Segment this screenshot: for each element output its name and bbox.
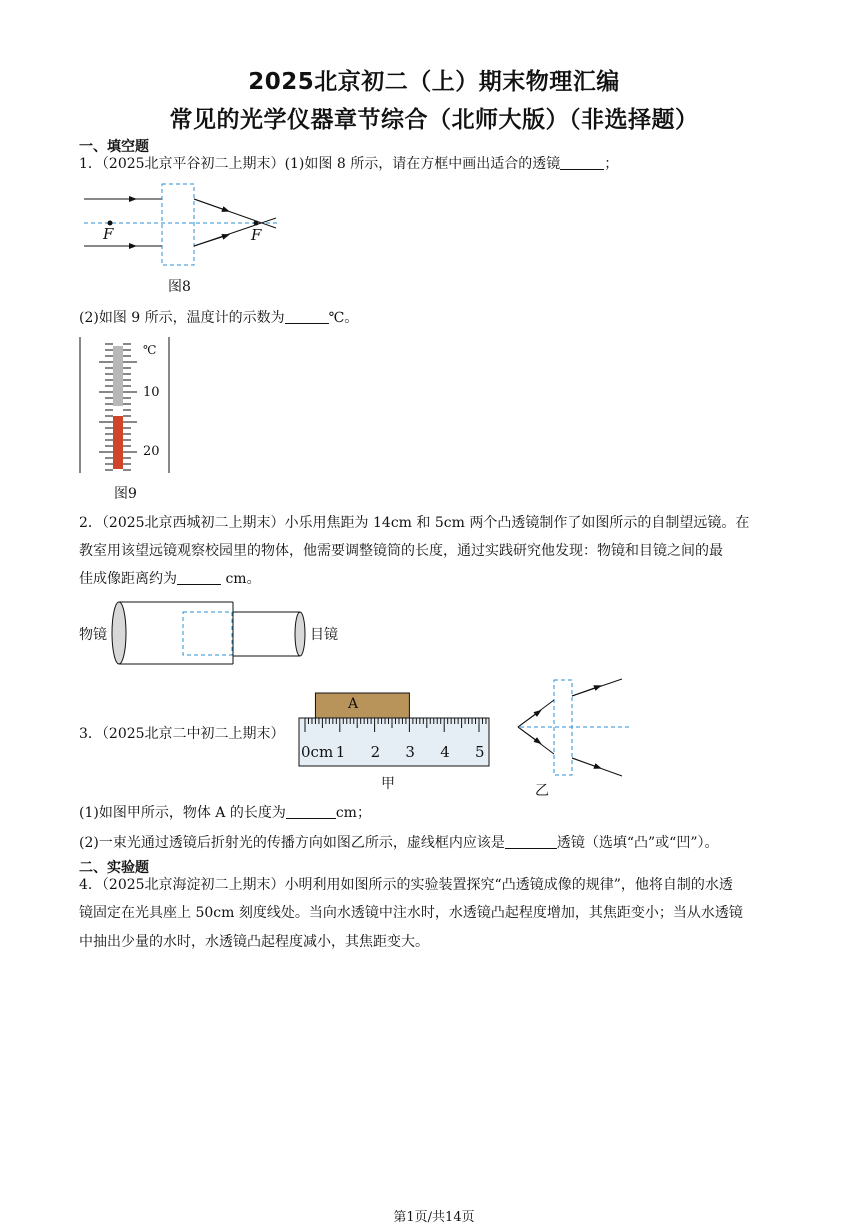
figure-9-caption: 图9 [114,486,137,502]
answer-blank[interactable] [286,802,336,819]
q3-part1 [79,799,791,827]
q3-part2-text: (2)一束光通过透镜后折射光的传播方向如图乙所示，虚线框内应该是 [79,835,505,851]
q1-part1-end: ； [604,156,619,172]
page-subtitle: 常见的光学仪器章节综合（北师大版）（非选择题） [169,107,699,133]
caption-jia: 甲 [381,776,395,792]
q1-part2-end: ℃。 [328,310,359,326]
q2-number: 2． [79,515,102,531]
focal-label-left: F [103,225,114,243]
q4-line1 [79,871,791,899]
ruler-label: 2 [370,743,381,761]
ruler-label: 4 [440,743,450,761]
thermometer-label-20: 20 [143,444,160,459]
section-heading-experiment: 二、实验题 [79,860,149,876]
q2-source: （2025北京西城初二上期末） [101,515,285,531]
thermometer-label-10: 10 [143,385,160,400]
ruler-label: 5 [475,743,485,761]
thermometer-unit: ℃ [143,343,157,357]
label-objective: 物镜 [79,627,107,643]
q3-source: （2025北京二中初二上期末） [101,726,285,742]
focal-label-right: F [251,226,262,244]
q4-text-1: 小明利用如图所示的实验装置探究“凸透镜成像的规律”，他将自制的水透 [284,877,733,893]
q2-text-1: 小乐用焦距为 14cm 和 5cm 两个凸透镜制作了如图所示的自制望远镜。在 [284,515,750,531]
q2-line2: 教室用该望远镜观察校园里的物体，他需要调整镜筒的长度，通过实践研究他发现：物镜和目镜之间的最 [79,543,723,559]
q2-text-3-end: cm。 [221,571,261,587]
section-heading-fill-in: 一、填空题 [79,139,149,155]
caption-yi: 乙 [535,783,549,799]
q3-part2-end: 透镜（选填“凸”或“凹”）。 [556,835,719,851]
q3-part2 [79,829,791,857]
q4-line3: 中抽出少量的水时，水透镜凸起程度减小，其焦距变大。 [79,934,429,950]
q3-number: 3． [79,726,102,742]
q1-source: （2025北京平谷初二上期末） [101,156,285,172]
q4-number: 4． [79,877,102,893]
page-title: 2025北京初二（上）期末物理汇编 [248,69,620,95]
answer-blank[interactable] [505,832,557,849]
ruler-label: 0cm [301,743,334,761]
label-eyepiece: 目镜 [310,627,338,643]
block-a-label: A [348,696,359,712]
q1-number: 1． [79,156,102,172]
ruler-label: 1 [335,743,346,761]
q2-text-3: 佳成像距离约为 [79,571,177,587]
q4-source: （2025北京海淀初二上期末） [101,877,285,893]
q1-part2-text: (2)如图 9 所示，温度计的示数为 [79,310,285,326]
page-footer: 第1页/共14页 [393,1210,475,1225]
q1-part1-text: (1)如图 8 所示，请在方框中画出适合的透镜 [284,156,561,172]
q3-part1-end: cm； [335,805,371,821]
q4-line2: 镜固定在光具座上 50cm 刻度线处。当向水透镜中注水时，水透镜凸起程度增加，其焦距变小；当从水透镜 [79,905,743,921]
figure-8-caption: 图8 [168,279,191,295]
q3-part1-text: (1)如图甲所示，物体 A 的长度为 [79,805,286,821]
ruler-label: 3 [405,743,415,761]
